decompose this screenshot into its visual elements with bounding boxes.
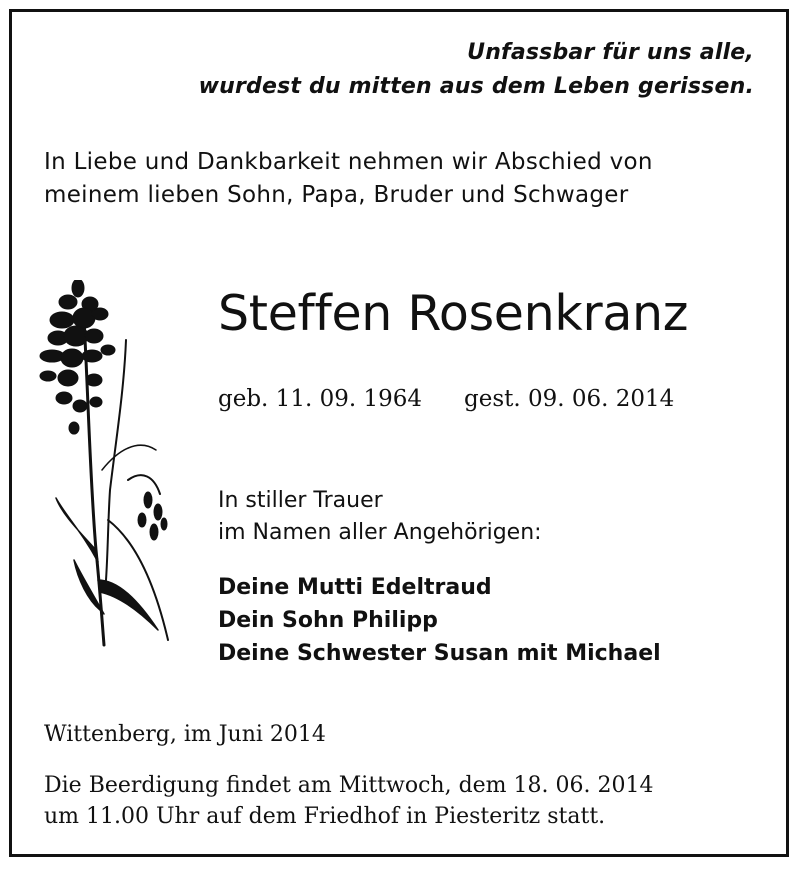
funeral-line-2: um 11.00 Uhr auf dem Friedhof in Piesteritz statt. xyxy=(44,804,606,829)
intro-line-1: In Liebe und Dankbarkeit nehmen wir Abschied von xyxy=(44,149,653,175)
motto xyxy=(199,36,754,104)
motto-line-1: Unfassbar für uns alle, xyxy=(467,40,754,65)
relatives-list xyxy=(218,571,661,670)
place-date: Wittenberg, im Juni 2014 xyxy=(44,722,326,747)
relative-son: Dein Sohn Philipp xyxy=(218,608,438,633)
motto-line-2: wurdest du mitten aus dem Leben gerissen. xyxy=(198,74,754,99)
grass-plant-icon xyxy=(38,280,178,650)
intro-text xyxy=(44,146,653,212)
relative-sister: Deine Schwester Susan mit Michael xyxy=(218,641,661,666)
death-date: gest. 09. 06. 2014 xyxy=(464,386,675,412)
funeral-line-1: Die Beerdigung findet am Mittwoch, dem 18. 06. 2014 xyxy=(44,773,654,798)
birth-date: geb. 11. 09. 1964 xyxy=(218,386,422,412)
relative-mother: Deine Mutti Edeltraud xyxy=(218,575,492,600)
deceased-name: Steffen Rosenkranz xyxy=(218,285,689,342)
intro-line-2: meinem lieben Sohn, Papa, Bruder und Schwager xyxy=(44,182,629,208)
mourning-text xyxy=(218,485,542,549)
mourning-line-1: In stiller Trauer xyxy=(218,488,383,513)
funeral-info xyxy=(44,770,653,832)
life-dates xyxy=(218,382,674,416)
mourning-line-2: im Namen aller Angehörigen: xyxy=(218,520,542,545)
